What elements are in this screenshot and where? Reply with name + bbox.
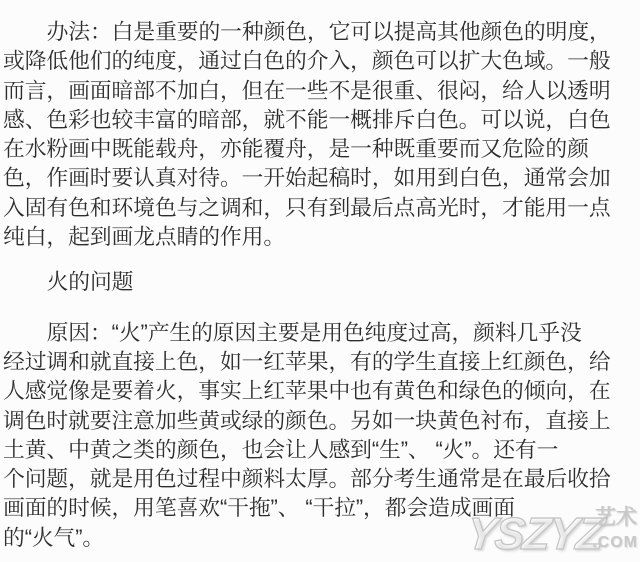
watermark-com-label: .COM — [592, 534, 638, 551]
text-line: 调色时就要注意加些黄或绿的颜色。另如一块黄色衬布，直接上 — [3, 407, 611, 433]
text-line: 原因：“火”产生的原因主要是用色纯度过高，颜料几乎没 — [46, 319, 582, 345]
text-line: 纯白，起到画龙点睛的作用。 — [3, 224, 286, 250]
text-line: 的“火气”。 — [3, 524, 105, 550]
text-line: 色，作画时要认真对待。一开始起稿时，如用到白色，通常会加 — [3, 165, 611, 191]
text-line: 画面的时候，用笔喜欢“干拖”、 “干拉”，都会造成画面 — [3, 495, 515, 521]
watermark-logo-text: YSZYZ — [464, 508, 605, 559]
watermark-art-label: 艺术 — [595, 506, 637, 529]
text-line: 在水粉画中既能载舟，亦能覆舟，是一种既重要而又危险的颜 — [3, 136, 589, 162]
text-line: 办法：白是重要的一种颜色，它可以提高其他颜色的明度， — [46, 19, 611, 44]
text-line: 而言，画面暗部不加白，但在一些不是很重、很闷，给人以透明 — [3, 77, 611, 103]
text-line: 或降低他们的纯度，通过白色的介入，颜色可以扩大色域。一般 — [3, 48, 611, 74]
section-heading-fire-problem — [3, 267, 637, 296]
paragraph-fire-cause — [3, 318, 637, 552]
text-line: 入固有色和环境色与之调和，只有到最后点高光时，才能用一点 — [3, 194, 611, 220]
text-line: 个问题，就是用色过程中颜料太厚。部分考生通常是在最后收拾 — [3, 466, 611, 492]
heading-text: 火的问题 — [46, 269, 134, 295]
text-line: 人感觉像是要着火，事实上红苹果中也有黄色和绿色的倾向，在 — [3, 378, 611, 404]
text-line: 感、色彩也较丰富的暗部，就不能一概排斥白色。可以说，白色 — [3, 106, 611, 132]
text-line: 经过调和就直接上色，如一红苹果，有的学生直接上红颜色，给 — [3, 348, 611, 374]
paragraph-white-color-method — [3, 17, 637, 251]
text-line: 土黄、中黄之类的颜色，也会让人感到“生”、 “火”。还有一 — [3, 436, 559, 462]
